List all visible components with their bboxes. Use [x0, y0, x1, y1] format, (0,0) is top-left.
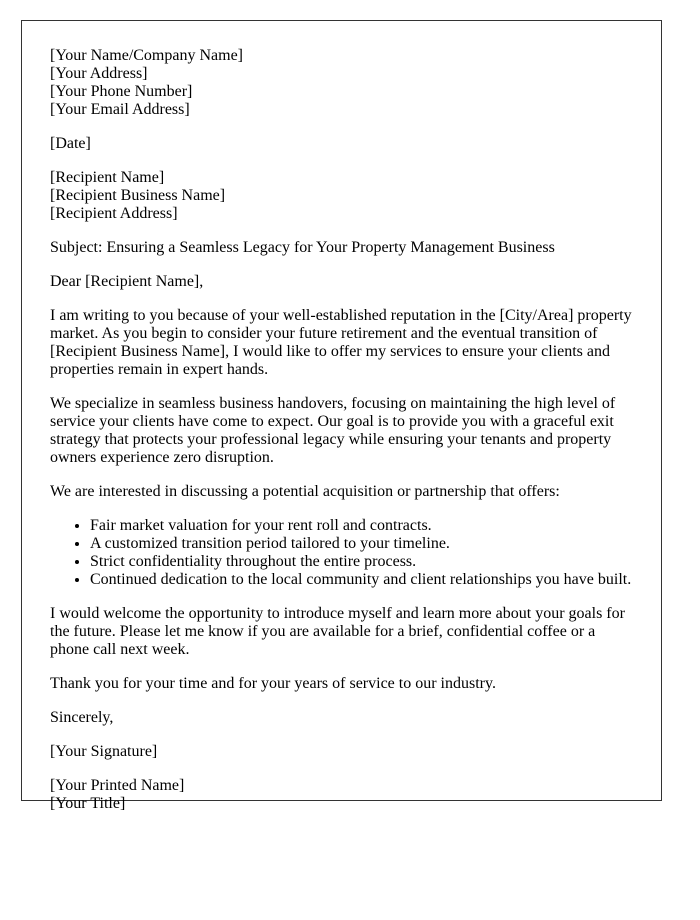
salutation: Dear [Recipient Name],	[50, 273, 204, 290]
printed-name-line: [Your Printed Name]	[50, 777, 185, 794]
offer-list	[50, 517, 633, 589]
recipient-business-line: [Recipient Business Name]	[50, 187, 226, 204]
date-line: [Date]	[50, 135, 91, 152]
offer-item-confidentiality: • Strict confidentiality throughout the entire process.	[90, 553, 633, 571]
list-intro: We are interested in discussing a potential acquisition or partnership that offers:	[50, 483, 560, 500]
offer-item-dedication: • Continued dedication to the local community and client relationships you have built.	[90, 571, 633, 589]
sender-phone-line: [Your Phone Number]	[50, 83, 193, 100]
signature-placeholder: [Your Signature]	[50, 743, 158, 760]
letter-page	[21, 20, 662, 812]
sender-address-line: [Your Address]	[50, 65, 148, 82]
offer-item-valuation: • Fair market valuation for your rent roll and contracts.	[90, 517, 633, 535]
body-paragraph-1: I am writing to you because of your well-established reputation in the [City/Area] property market. As you begin to consider your future retirement and the eventual transition of [Recipient Business Name], I would like to offer my services to ensure your clients and properties remain in expert hands.	[50, 307, 632, 378]
body-paragraph-3: I would welcome the opportunity to introduce myself and learn more about your goals for the future. Please let me know if you are available for a brief, confidential coffee or a phone call next week.	[50, 605, 625, 658]
offer-item-transition: • A customized transition period tailored to your timeline.	[90, 535, 633, 553]
body-paragraph-2: We specialize in seamless business handovers, focusing on maintaining the high level of service your clients have come to expect. Our goal is to provide you with a graceful exit strategy that protects your professional legacy while ensuring your tenants and property owners experience zero disruption.	[50, 395, 616, 466]
sender-email-line: [Your Email Address]	[50, 101, 190, 118]
subject-line: Subject: Ensuring a Seamless Legacy for Your Property Management Business	[50, 239, 555, 256]
recipient-block	[50, 169, 633, 223]
title-line: [Your Title]	[50, 795, 126, 812]
sender-block	[50, 47, 633, 119]
signoff: Sincerely,	[50, 709, 114, 726]
recipient-name-line: [Recipient Name]	[50, 169, 165, 186]
body-paragraph-4: Thank you for your time and for your years of service to our industry.	[50, 675, 496, 692]
sender-name-line: [Your Name/Company Name]	[50, 47, 244, 64]
signature-block	[50, 777, 633, 813]
recipient-address-line: [Recipient Address]	[50, 205, 178, 222]
